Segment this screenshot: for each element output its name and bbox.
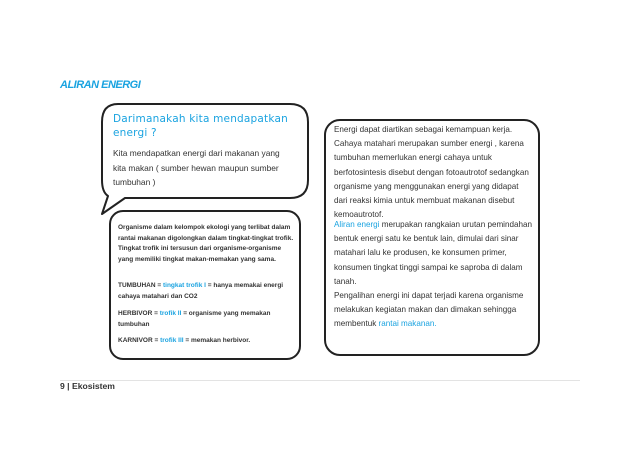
trophic-item-label: HERBIVOR =: [118, 310, 160, 317]
trophic-intro: Organisme dalam kelompok ekologi yang terlibat dalam rantai makanan digolongkan dalam tingkat-tingkat trofik. Tingkat trofik ini tersusun dari organisme-organisme yang memiliki tingkat makan-memakan yang sama.: [118, 224, 294, 263]
trophic-item-highlight: tingkat trofik I: [162, 282, 206, 289]
trophic-item-tumbuhan: [118, 281, 294, 302]
page-footer: 9 | Ekosistem: [60, 381, 115, 391]
trophic-item-highlight: trofik III: [160, 337, 184, 344]
bubble-answer: Kita mendapatkan energi dari makanan yang kita makan ( sumber hewan maupun sumber tumbuhan ): [113, 148, 280, 187]
food-chain-text: Pengalihan energi ini dapat terjadi karena organisme melakukan kegiatan makan dan dimakan sehingga membentuk: [334, 291, 524, 329]
trophic-item-text: = organisme yang memakan tumbuhan: [118, 310, 271, 328]
energy-flow-paragraph: [334, 218, 534, 289]
energy-definition-paragraph: Energi dapat diartikan sebagai kemampuan kerja. Cahaya matahari merupakan sumber energi , karena tumbuhan memerlukan energi cahaya untuk berfotosintesis disebut dengan fotoautrotof sedangkan organisme yang menggunakan energi yang didapat dari reaksi kimia untuk membuat makanan disebut kemoautrotof.: [334, 125, 529, 220]
energy-flow-text: merupakan rangkaian urutan pemindahan bentuk energi satu ke bentuk lain, dimulai dari sinar matahari lalu ke produsen, ke konsumen primer, konsumen tingkat tinggi sampai ke saproba di dalam tanah.: [334, 220, 532, 286]
bubble-question: Darimanakah kita mendapatkan energi ?: [113, 113, 288, 139]
trophic-item-karnivor: [118, 336, 294, 347]
footer-divider: [60, 380, 580, 381]
trophic-item-highlight: trofik II: [159, 310, 182, 317]
trophic-item-label: TUMBUHAN =: [118, 282, 163, 289]
food-chain-term: rantai makanan.: [378, 319, 437, 329]
food-chain-paragraph: [334, 289, 534, 332]
trophic-item-text: = hanya memakai energi cahaya matahari dan CO2: [118, 282, 284, 300]
trophic-item-herbivor: [118, 309, 294, 330]
trophic-item-label: KARNIVOR =: [118, 337, 161, 344]
section-heading: ALIRAN ENERGI: [60, 79, 141, 91]
trophic-item-text: = memakan herbivor.: [183, 337, 251, 344]
energy-flow-term: Aliran energi: [334, 220, 380, 229]
